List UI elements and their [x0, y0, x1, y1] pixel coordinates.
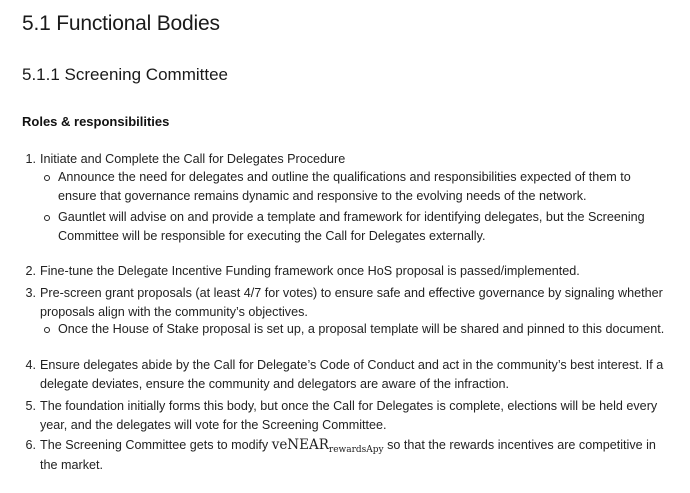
item-text: The foundation initially forms this body, but once the Call for Delegates is complete, elections will be held every: [40, 399, 658, 413]
sub-item-text: ensure that governance remains dynamic and responsive to the evolving needs of the network.: [58, 188, 587, 203]
item-number: 3.: [25, 286, 36, 300]
item-number: 4.: [25, 358, 36, 372]
section-heading: 5.1 Functional Bodies: [22, 12, 220, 35]
math-expression: [272, 437, 384, 453]
item-text: the market.: [40, 457, 103, 472]
item-text: proposals align with the community’s objectives.: [40, 304, 308, 319]
math-main: veNEAR: [271, 437, 329, 453]
math-subscript: rewardsApy: [328, 445, 384, 455]
subsection-heading: 5.1.1 Screening Committee: [22, 65, 228, 84]
circle-bullet-icon: [44, 215, 50, 221]
item-number: 1.: [25, 152, 36, 166]
sub-item-text: Announce the need for delegates and outline the qualifications and responsibilities expected of them to: [58, 170, 631, 184]
item-text: [40, 436, 680, 455]
sub-item-text: Once the House of Stake proposal is set up, a proposal template will be shared and pinned to this document.: [58, 322, 665, 336]
item-text: Pre-screen grant proposals (at least 4/7 for votes) to ensure safe and effective governance by signaling whether: [40, 286, 663, 300]
circle-bullet-icon: [44, 327, 50, 333]
item-number: 6.: [25, 438, 36, 452]
item-text-post: so that the rewards incentives are competitive in: [383, 438, 656, 452]
item-text: delegate deviates, ensure the community and delegators are aware of the infraction.: [40, 376, 510, 391]
item-number: 2.: [25, 264, 36, 278]
item-text: Initiate and Complete the Call for Delegates Procedure: [40, 152, 346, 166]
item-number: 5.: [25, 399, 36, 413]
item-text: year, and the delegates will vote for the Screening Committee.: [40, 417, 387, 432]
item-text: Ensure delegates abide by the Call for Delegate’s Code of Conduct and act in the community’s best interest. If a: [40, 358, 664, 372]
item-text-pre: The Screening Committee gets to modify: [40, 438, 272, 452]
item-text: Fine-tune the Delegate Incentive Funding framework once HoS proposal is passed/implemented.: [40, 264, 580, 278]
sub-item-text: Committee will be responsible for executing the Call for Delegates externally.: [58, 228, 486, 243]
roles-heading: Roles & responsibilities: [22, 114, 170, 129]
circle-bullet-icon: [44, 175, 50, 181]
sub-item-text: Gauntlet will advise on and provide a template and framework for identifying delegates, but the Screening: [58, 210, 645, 224]
